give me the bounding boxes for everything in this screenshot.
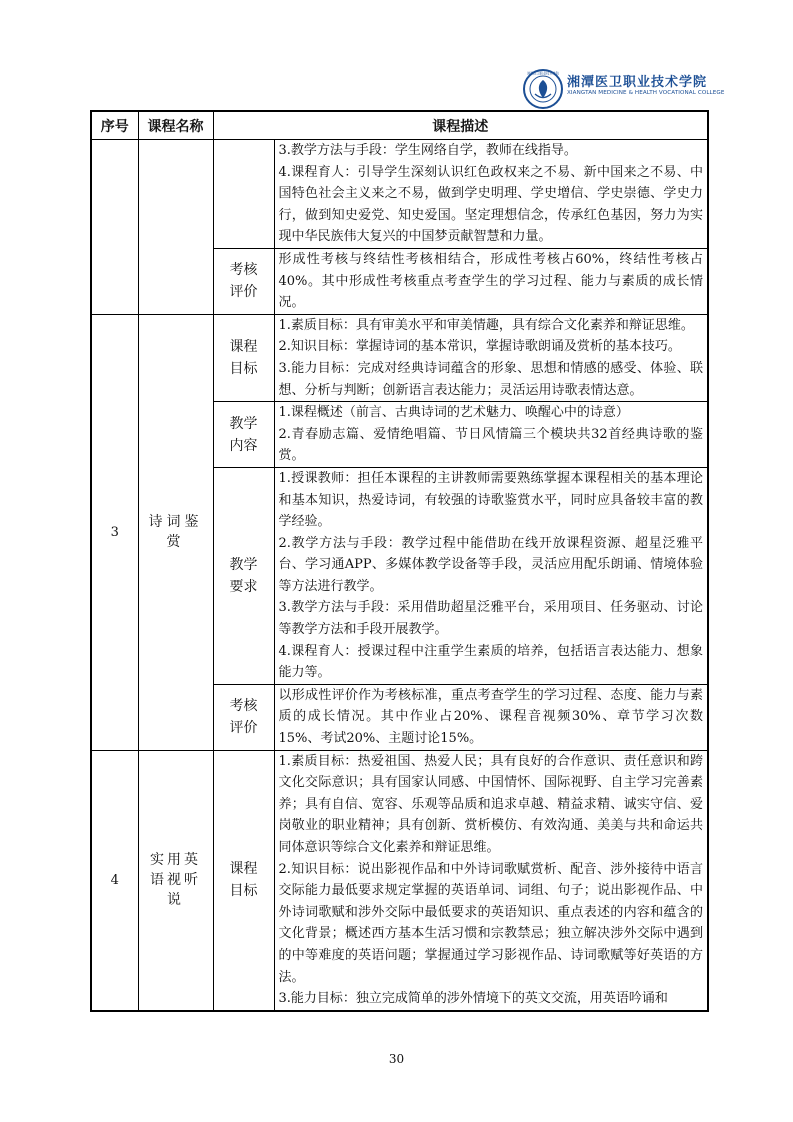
seq-cell: 3 [91, 314, 138, 750]
desc-paragraph: 3.能力目标：完成对经典诗词蕴含的形象、思想和情感的感受、体验、联想、分析与判断；创新语言表达能力；灵活运用诗歌表情达意。 [278, 360, 703, 398]
sub-label: 课程目标 [229, 338, 258, 377]
desc-paragraph: 2.知识目标：掌握诗词的基本常识，掌握诗歌朗诵及赏析的基本技巧。 [278, 339, 681, 355]
desc-paragraph: 4.课程育人：授课过程中注重学生素质的培养，包括语言表达能力、想象能力等。 [278, 643, 703, 681]
desc-paragraph: 2.青春励志篇、爱情绝唱篇、节日风情篇三个模块共32首经典诗歌的鉴赏。 [278, 426, 703, 464]
table-header-row [91, 111, 708, 140]
table-row [91, 140, 708, 249]
course-name: 诗词鉴赏 [148, 514, 203, 551]
table-row [91, 750, 708, 1011]
desc-paragraph: 1.课程概述（前言、古典诗词的艺术魅力、唤醒心中的诗意） [278, 405, 629, 421]
desc-cell [274, 402, 708, 468]
desc-paragraph: 3.教学方法与手段：采用借助超星泛雅平台，采用项目、任务驱动、讨论等教学方法和手段开展教学。 [278, 600, 703, 638]
sub-label-cell [213, 684, 274, 750]
sub-label-cell [213, 467, 274, 684]
seal-text: 湘潭医卫职业技术学院 [527, 71, 559, 76]
seq-cell-continued [91, 140, 138, 315]
desc-cell [274, 314, 708, 401]
desc-paragraph: 以形成性评价作为考核标准，重点考查学生的学习过程、态度、能力与素质的成长情况。其中作业占20%、课程音视频30%、章节学习次数15%、考试20%、主题讨论15%。 [278, 687, 703, 747]
seq-cell: 4 [91, 750, 138, 1011]
desc-cell [274, 684, 708, 750]
school-name: 湘潭医卫职业技术学院 [567, 75, 708, 90]
course-name-cell [138, 750, 213, 1011]
desc-paragraph: 2.教学方法与手段：教学过程中能借助在线开放课程资源、超星泛雅平台、学习通APP、多媒体教学设备等手段，灵活应用配乐朗诵、情境体验等方法进行教学。 [278, 535, 703, 594]
course-name-cell [138, 314, 213, 750]
desc-paragraph: 1.素质目标：具有审美水平和审美情趣，具有综合文化素养和辩证思维。 [278, 317, 694, 333]
sub-label: 课程目标 [229, 861, 258, 900]
sub-label-cell [213, 248, 274, 314]
sub-label: 考核评价 [229, 698, 258, 737]
desc-cell [274, 248, 708, 314]
desc-cell [274, 750, 708, 1011]
desc-paragraph: 形成性考核与终结性考核相结合，形成性考核占60%，终结性考核占40%。其中形成性考核重点考查学生的学习过程、能力与素质的成长情况。 [278, 251, 703, 311]
sub-label-cell [213, 314, 274, 401]
desc-cell [274, 140, 708, 249]
desc-paragraph: 2.知识目标：说出影视作品和中外诗词歌赋赏析、配音、涉外接待中语言交际能力最低要求规定掌握的英语单词、词组、句子；说出影视作品、中外诗词歌赋和涉外交际中最低要求的英语知识、重点表述的内容和蕴含的文化背景；概述西方基本生活习惯和宗教禁忌；独立解决涉外交际中遇到的中等难度的英语问题；掌握通过学习影视作品、诗词歌赋等好英语的方法。 [278, 861, 703, 985]
school-name-en: XIANGTAN MEDICINE & HEALTH VOCATIONAL COLLEGE [567, 90, 725, 96]
sub-label: 考核评价 [229, 262, 258, 301]
table-row [91, 314, 708, 401]
sub-label-cell-continued [213, 140, 274, 249]
desc-paragraph: 3.教学方法与手段：学生网络自学，教师在线指导。 [278, 143, 577, 158]
desc-paragraph: 3.能力目标：独立完成简单的涉外情境下的英文交流，用英语吟诵和 [278, 991, 668, 1007]
page-number: 30 [388, 1052, 405, 1066]
sub-label-cell [213, 402, 274, 468]
header-description: 课程描述 [213, 111, 708, 140]
header-course-name: 课程名称 [138, 111, 213, 140]
desc-paragraph: 1.素质目标：热爱祖国、热爱人民；具有良好的合作意识、责任意识和跨文化交际意识；具有国家认同感、中国情怀、国际视野、自主学习完善素养；具有自信、宽容、乐观等品质和追求卓越、精益求精、诚实守信、爱岗敬业的职业精神；具有创新、赏析模仿、有效沟通、美美与共和命运共同体意识等综合文化素养和辩证思维。 [278, 753, 703, 855]
sub-label-cell [213, 750, 274, 1011]
desc-cell [274, 467, 708, 684]
school-seal-icon [523, 68, 563, 110]
school-logo [523, 68, 725, 112]
sub-label: 教学要求 [229, 556, 258, 595]
desc-paragraph: 4.课程育人：引导学生深刻认识红色政权来之不易、新中国来之不易、中国特色社会主义来之不易，做到学史明理、学史增信、学史崇德、学史力行，做到知史爱党、知史爱国。坚定理想信念，传承红色基因，努力为实现中华民族伟大复兴的中国梦贡献智慧和力量。 [278, 164, 703, 245]
header-seq: 序号 [91, 111, 138, 140]
desc-paragraph: 1.授课教师：担任本课程的主讲教师需要熟练掌握本课程相关的基本理论和基本知识，热爱诗词，有较强的诗歌鉴赏水平，同时应具备较丰富的教学经验。 [278, 470, 703, 530]
sub-label: 教学内容 [229, 415, 258, 454]
name-cell-continued [138, 140, 213, 315]
course-name: 实用英语视听说 [150, 852, 201, 909]
course-table [90, 110, 709, 1012]
